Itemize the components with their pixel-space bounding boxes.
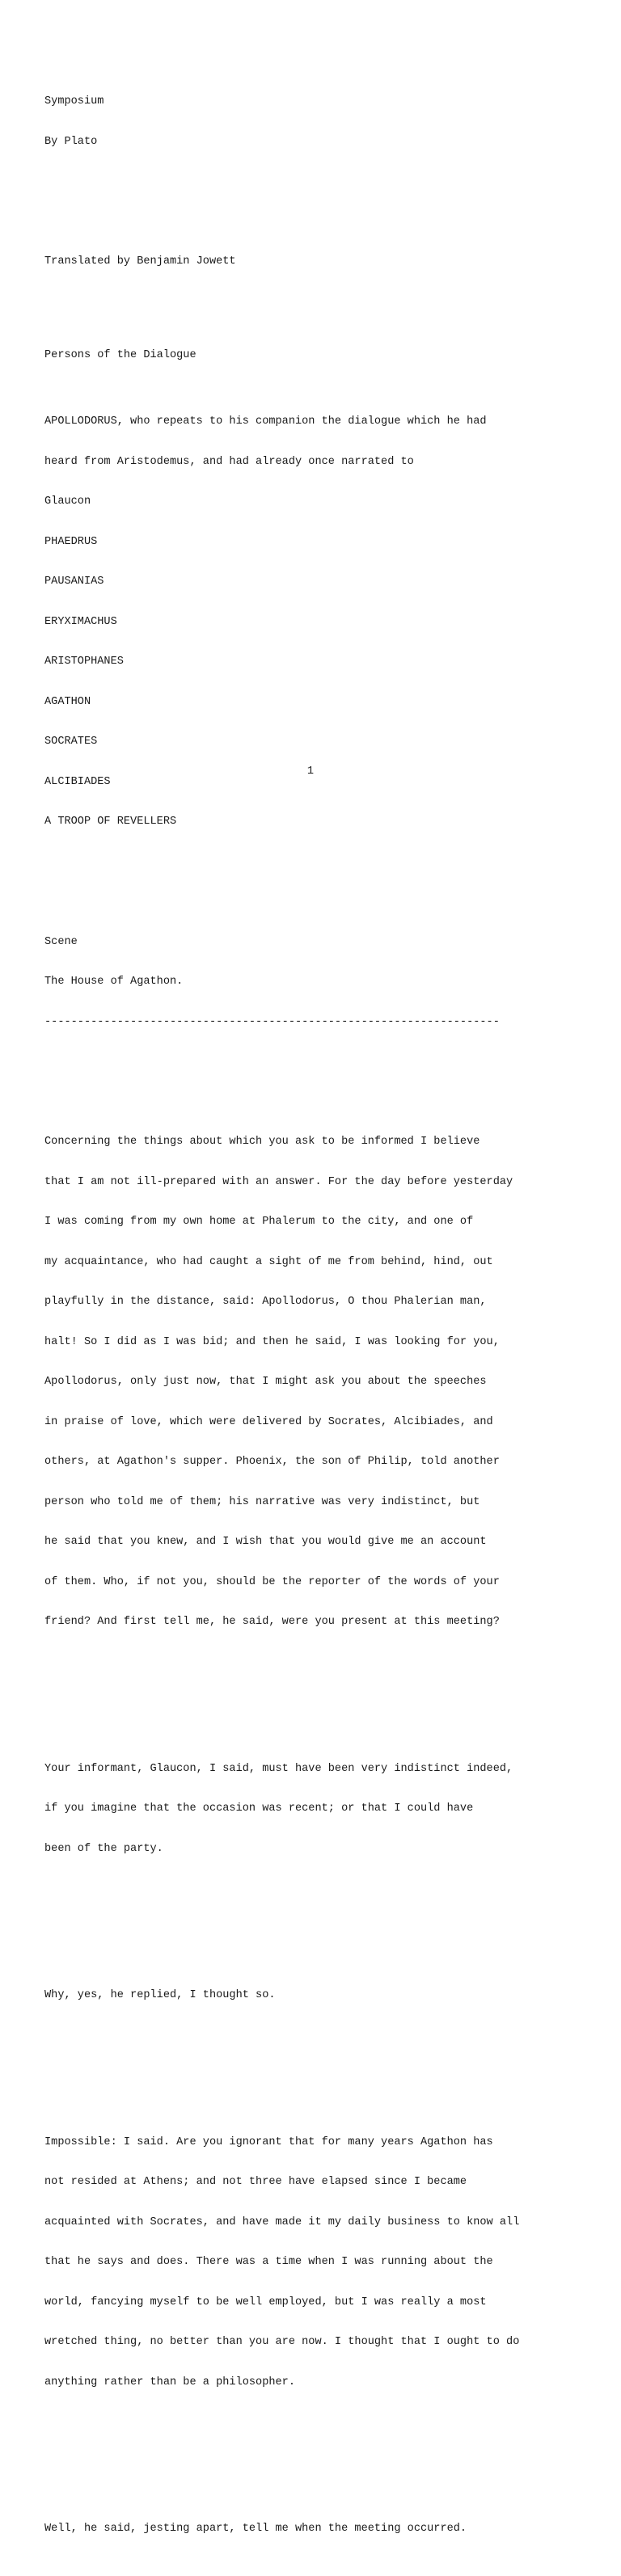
paragraph xyxy=(44,1736,602,1883)
text-line: wretched thing, no better than you are now. I thought that I ought to do xyxy=(44,2336,520,2348)
text-line: Well, he said, jesting apart, tell me when the meeting occurred. xyxy=(44,2523,467,2535)
text-line: Impossible: I said. Are you ignorant that for many years Agathon has xyxy=(44,2135,493,2148)
document-page xyxy=(44,69,602,2576)
text-line: I was coming from my own home at Phalerum to the city, and one of xyxy=(44,1216,474,1228)
persons-line: heard from Aristodemus, and had already once narrated to xyxy=(44,455,414,468)
text-line: if you imagine that the occasion was recent; or that I could have xyxy=(44,1802,474,1815)
blank-line xyxy=(44,2443,602,2456)
paragraph xyxy=(44,1109,602,1656)
scene-place: The House of Agathon. xyxy=(44,976,184,988)
document-title: Symposium xyxy=(44,95,104,108)
text-line: halt! So I did as I was bid; and then he said, I was looking for you, xyxy=(44,1335,500,1348)
blank-line xyxy=(44,2056,602,2070)
text-line: Your informant, Glaucon, I said, must have been very indistinct indeed, xyxy=(44,1762,513,1775)
text-line: not resided at Athens; and not three have elapsed since I became xyxy=(44,2176,467,2188)
persons-line: Glaucon xyxy=(44,495,91,508)
persons-line: SOCRATES xyxy=(44,736,98,748)
text-line: person who told me of them; his narrative was very indistinct, but xyxy=(44,1495,480,1508)
page-number: 1 xyxy=(306,765,315,778)
blank-line xyxy=(44,1056,602,1069)
scene-heading: Scene xyxy=(44,935,78,948)
blank-line xyxy=(44,296,602,310)
blank-line xyxy=(44,1909,602,1923)
persons-line: ERYXIMACHUS xyxy=(44,615,117,628)
text-line: been of the party. xyxy=(44,1842,163,1855)
text-line: that I am not ill-prepared with an answer. For the day before yesterday xyxy=(44,1175,513,1188)
persons-line: PHAEDRUS xyxy=(44,535,98,548)
persons-line: PAUSANIAS xyxy=(44,575,104,588)
translator-credit: Translated by Benjamin Jowett xyxy=(44,255,236,268)
text-line: Why, yes, he replied, I thought so. xyxy=(44,1989,276,2001)
text-line: playfully in the distance, said: Apollodorus, O thou Phalerian man, xyxy=(44,1296,487,1308)
text-line: in praise of love, which were delivered by Socrates, Alcibiades, and xyxy=(44,1415,493,1428)
paragraph xyxy=(44,2496,602,2563)
paragraph xyxy=(44,1963,602,2030)
text-line: anything rather than be a philosopher. xyxy=(44,2376,295,2388)
text-line: Apollodorus, only just now, that I might ask you about the speeches xyxy=(44,1376,487,1388)
text-line: that he says and does. There was a time when I was running about the xyxy=(44,2256,493,2268)
persons-line: ARISTOPHANES xyxy=(44,656,124,668)
paragraph xyxy=(44,2110,602,2417)
text-line: acquainted with Socrates, and have made it my daily business to know all xyxy=(44,2216,520,2228)
text-line: he said that you knew, and I wish that you would give me an account xyxy=(44,1536,487,1548)
blank-line xyxy=(44,216,602,230)
persons-line: ALCIBIADES xyxy=(44,775,111,788)
blank-line xyxy=(44,175,602,189)
text-line: friend? And first tell me, he said, were you present at this meeting? xyxy=(44,1616,500,1628)
text-line: my acquaintance, who had caught a sight of me from behind, hind, out xyxy=(44,1255,493,1268)
persons-line: A TROOP OF REVELLERS xyxy=(44,816,177,828)
persons-list xyxy=(44,389,602,856)
persons-line: AGATHON xyxy=(44,695,91,708)
text-line: others, at Agathon's supper. Phoenix, the son of Philip, told another xyxy=(44,1456,500,1468)
persons-heading: Persons of the Dialogue xyxy=(44,348,196,361)
text-line: of them. Who, if not you, should be the reporter of the words of your xyxy=(44,1575,500,1588)
text-line: world, fancying myself to be well employed, but I was really a most xyxy=(44,2296,487,2308)
blank-line xyxy=(44,1683,602,1697)
document-author: By Plato xyxy=(44,135,98,148)
text-line: Concerning the things about which you ask to be informed I believe xyxy=(44,1136,480,1148)
persons-line: APOLLODORUS, who repeats to his companion the dialogue which he had xyxy=(44,415,487,428)
blank-line xyxy=(44,883,602,896)
section-divider: --------------------------------------------------------------------- xyxy=(44,1015,500,1028)
